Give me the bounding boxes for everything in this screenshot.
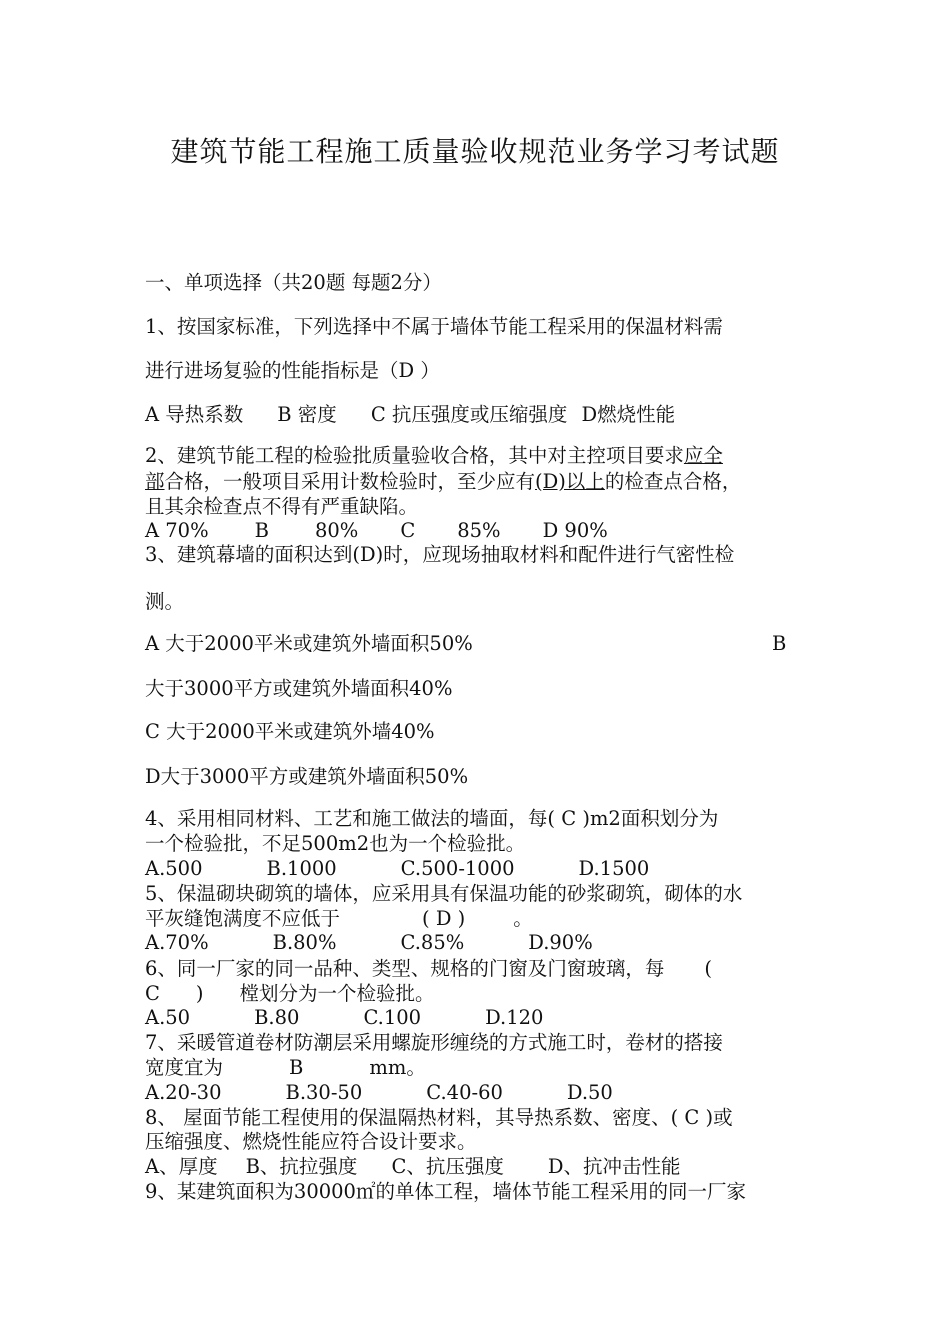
underlined-answer: (D)以上 (535, 470, 605, 493)
underlined-text: 应全 (683, 444, 723, 467)
option-c: C 抗压强度或压缩强度 (370, 403, 568, 426)
option-b: B 密度 (277, 403, 337, 426)
option-a: A 导热系数 (145, 403, 244, 426)
question-3-option-c: C 大于2000平米或建筑外墙40% (145, 720, 435, 743)
page-title: 建筑节能工程施工质量验收规范业务学习考试题 (170, 135, 780, 168)
question-2-line-1: 2、建筑节能工程的检验批质量验收合格，其中对主控项目要求应全 (145, 444, 723, 467)
question-3-option-b: 大于3000平方或建筑外墙面积40% (145, 677, 453, 700)
question-8-line-2: 压缩强度、燃烧性能应符合设计要求。 (145, 1130, 477, 1153)
question-7-line-1: 7、采暖管道卷材防潮层采用螺旋形缠绕的方式施工时，卷材的搭接 (145, 1031, 723, 1054)
question-5-options: A.70% B.80% C.85% D.90% (145, 931, 593, 954)
question-4-line-2: 一个检验批，不足500m2也为一个检验批。 (145, 832, 526, 855)
question-4-line-1: 4、采用相同材料、工艺和施工做法的墙面，每( C )m2面积划分为 (145, 807, 719, 830)
section-heading: 一、单项选择（共20题 每题2分） (145, 271, 442, 294)
question-9-line-1: 9、某建筑面积为30000㎡的单体工程，墙体节能工程采用的同一厂家 (145, 1180, 746, 1203)
question-2-options: A 70% B 80% C 85% D 90% (145, 519, 608, 542)
question-7-options: A.20-30 B.30-50 C.40-60 D.50 (145, 1081, 613, 1104)
question-1-line-2: 进行进场复验的性能指标是（D ） (145, 359, 440, 382)
question-5-line-2: 平灰缝饱满度不应低于 ( D ) 。 (145, 907, 533, 930)
question-7-line-2: 宽度宜为 B mm。 (145, 1056, 426, 1079)
question-5-line-1: 5、保温砌块砌筑的墙体，应采用具有保温功能的砂浆砌筑，砌体的水 (145, 882, 743, 905)
question-1-options (145, 403, 675, 427)
question-4-options: A.500 B.1000 C.500-1000 D.1500 (145, 857, 650, 880)
question-2-line-2: 部合格，一般项目采用计数检验时，至少应有(D)以上的检查点合格， (145, 470, 742, 493)
question-3-line-2: 测。 (145, 590, 185, 613)
question-2-line-3: 且其余检查点不得有严重缺陷。 (145, 495, 419, 518)
question-8-options: A、厚度 B、抗拉强度 C、抗压强度 D、抗冲击性能 (145, 1155, 681, 1178)
option-d: D燃烧性能 (581, 403, 676, 426)
question-8-line-1: 8、 屋面节能工程使用的保温隔热材料，其导热系数、密度、( C )或 (145, 1106, 733, 1129)
question-3-option-a: A 大于2000平米或建筑外墙面积50% (145, 632, 473, 655)
question-6-line-1: 6、同一厂家的同一品种、类型、规格的门窗及门窗玻璃，每 ( (145, 957, 713, 980)
question-6-options: A.50 B.80 C.100 D.120 (145, 1006, 544, 1029)
question-1-line-1: 1、按国家标准，下列选择中不属于墙体节能工程采用的保温材料需 (145, 315, 723, 338)
question-3-option-d: D大于3000平方或建筑外墙面积50% (145, 765, 469, 788)
question-6-line-2: C ) 樘划分为一个检验批。 (145, 982, 435, 1005)
question-3-option-b-label: B (772, 632, 787, 655)
question-3-line-1: 3、建筑幕墙的面积达到(D)时，应现场抽取材料和配件进行气密性检 (145, 543, 735, 566)
